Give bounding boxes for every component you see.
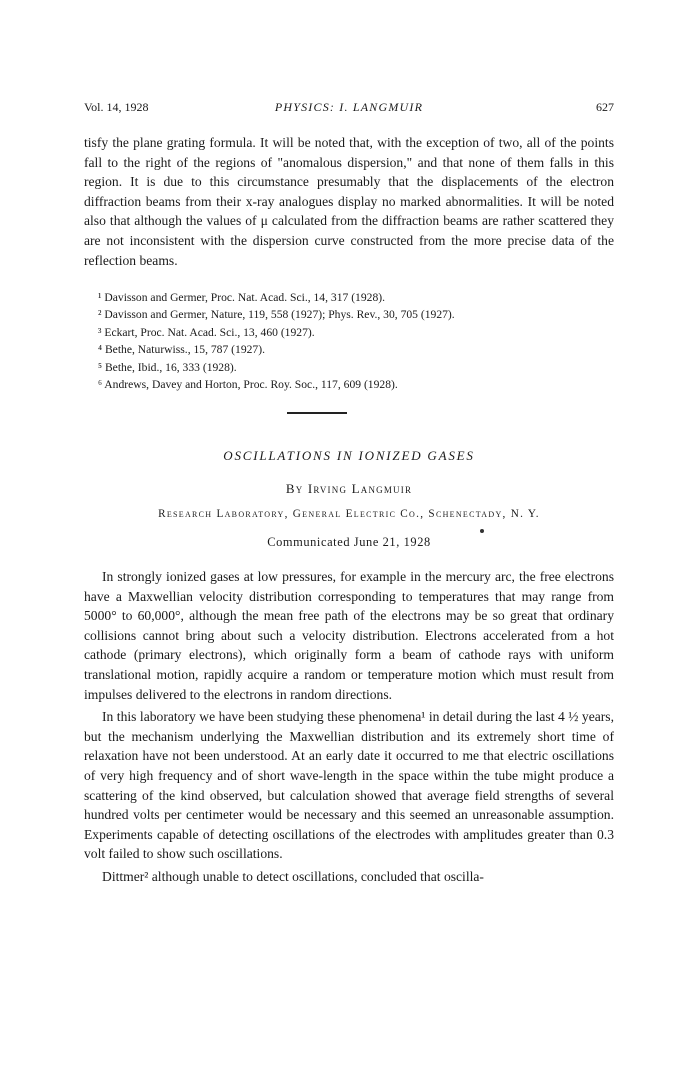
communication-date: Communicated June 21, 1928 [267, 535, 431, 549]
print-speck [480, 529, 484, 533]
section-divider [287, 412, 347, 414]
running-title: PHYSICS: I. LANGMUIR [274, 100, 424, 114]
article-title: OSCILLATIONS IN IONIZED GASES [223, 448, 475, 463]
volume-info: Vol. 14, 1928 [84, 100, 149, 114]
body-paragraph: In strongly ionized gases at low pressures, for example in the mercury arc, the free electrons have a Maxwellian velocity distribution corresponding to temperatures that may range from 5000° to 60,000°, although the mean free path of the electrons may be so great that ordinary collisions cannot bring about such a velocity distribution. Electrons accelerated from a hot cathode (primary electrons), which originally form a beam of cathode rays with uniform translational motion, rapidly acquire a random or temperature motion which must result from impulses delivered to the electrons in random directions. [84, 569, 614, 702]
reference-item: ⁴ Bethe, Naturwiss., 15, 787 (1927). [98, 343, 265, 357]
article-author: By Irving Langmuir [285, 481, 413, 496]
body-paragraph: Dittmer² although unable to detect oscillations, concluded that oscilla- [102, 868, 484, 884]
reference-item: ³ Eckart, Proc. Nat. Acad. Sci., 13, 460 (1927). [98, 325, 315, 339]
references-list [98, 289, 608, 393]
author-affiliation: Research Laboratory, General Electric Co., Schenectady, N. Y. [158, 508, 540, 520]
article-body [84, 567, 614, 890]
reference-item: ² Davisson and Germer, Nature, 119, 558 (1927); Phys. Rev., 30, 705 (1927). [98, 308, 455, 322]
body-paragraph: In this laboratory we have been studying these phenomena¹ in detail during the last 4 ½ years, but the mechanism underlying the Maxwellian distribution and its extremely short time of relaxation have not been understood. At an early date it occurred to me that electric oscillations of very high frequency and of short wave-length in the space within the tube might produce a scattering of the kind observed, but calculation showed that average field strengths of several hundred volts per centimeter would be necessary and this seemed an unreasonable assumption. Experiments capable of detecting oscillations of the electrodes with amplitudes greater than 0.3 volt failed to show such oscillations. [84, 709, 614, 862]
reference-item: ¹ Davisson and Germer, Proc. Nat. Acad. Sci., 14, 317 (1928). [98, 291, 386, 304]
previous-article-ending [84, 133, 614, 270]
reference-item: ⁶ Andrews, Davey and Horton, Proc. Roy. Soc., 117, 609 (1928). [98, 378, 398, 392]
page-number: 627 [596, 100, 614, 114]
previous-article-paragraph: tisfy the plane grating formula. It will be noted that, with the exception of two, all of the points fall to the right of the regions of "anomalous dispersion," and that none of them falls in this region. It is due to this circumstance presumably that the displacements of the electron diffraction beams from their x-ray analogues display no marked abnormalities. It will be noted also that although the values of μ calculated from the diffraction beams are rather scattered they are not inconsistent with the dispersion curve constructed from the more precise data of the reflection beams. [84, 135, 614, 268]
reference-item: ⁵ Bethe, Ibid., 16, 333 (1928). [98, 360, 237, 374]
running-header [84, 100, 614, 120]
